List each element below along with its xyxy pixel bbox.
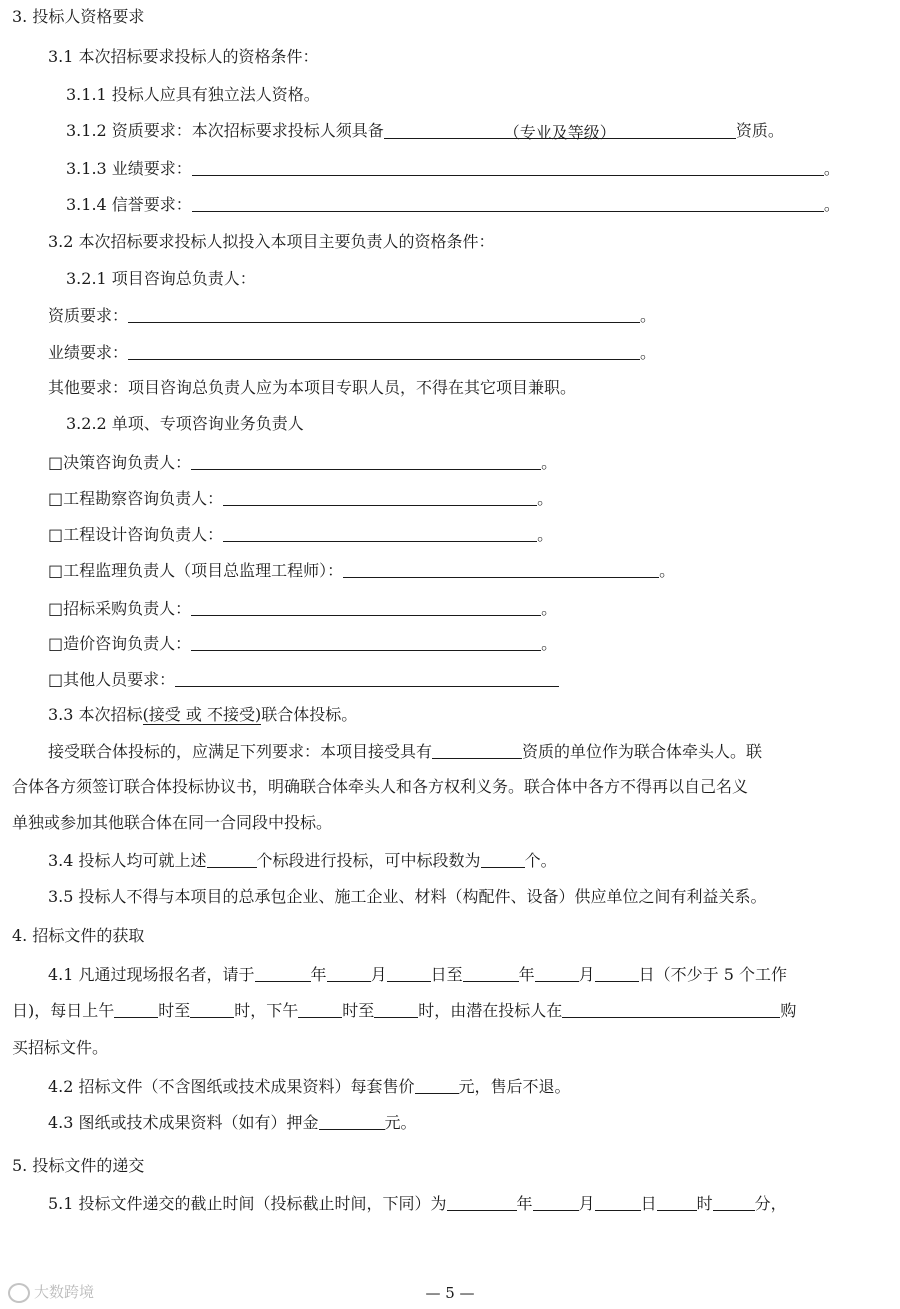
role-cost [48,632,557,654]
text: 月 [578,1194,595,1213]
section-4-2 [48,1075,571,1097]
blank-month [327,965,371,982]
text: 月 [370,965,387,984]
text: 资质要求： [48,306,129,325]
text: 资质的单位作为联合体牵头人。联 [522,742,763,761]
role-other [48,668,559,690]
page-number: — 5 — [425,1284,475,1302]
watermark-logo-icon [8,1283,30,1303]
blank-performance-req [128,343,640,360]
text: 分， [754,1194,787,1213]
text: 。 [537,489,554,508]
text: 4.3 图纸或技术成果资料（如有）押金 [48,1113,319,1132]
blank-hour [298,1001,342,1018]
blank-qualification [432,742,522,759]
section-5-heading: 5. 投标文件的递交 [12,1156,145,1175]
blank-role [223,489,537,506]
text: 年 [518,965,535,984]
text: 。 [659,561,676,580]
section-3-2-1: 3.2.1 项目咨询总负责人： [66,269,256,288]
role-decision [48,451,557,473]
text: 日至 [430,965,463,984]
blank-hour [190,1001,234,1018]
blank-year [447,1194,517,1211]
blank-performance [192,159,824,176]
text: 时至 [158,1001,191,1020]
text: □造价咨询负责人： [48,634,192,653]
text: 3.4 投标人均可就上述 [48,851,207,870]
section-3-1: 3.1 本次招标要求投标人的资格条件： [48,47,319,66]
watermark [8,1281,94,1303]
consortium-para-2: 合体各方须签订联合体投标协议书，明确联合体牵头人和各方权利义务。联合体中各方不得再以自己名义 [12,777,749,796]
text: 日)，每日上午 [12,1001,115,1020]
text: （不少于 5 个工作 [654,965,787,984]
consortium-para-1 [48,740,762,762]
blank-role [343,561,659,578]
text: 联合体投标。 [261,705,358,724]
text: □工程设计咨询负责人： [48,525,224,544]
blank-hint: （专业及等级） [503,123,616,142]
text: 。 [823,159,840,178]
blank-qualification-req [128,306,640,323]
text: □决策咨询负责人： [48,453,192,472]
blank-year [463,965,519,982]
blank-deposit [319,1113,385,1130]
blank-location [562,1001,780,1018]
text: 元，售后不退。 [458,1077,571,1096]
text: 月 [578,965,595,984]
text: 3.1.2 资质要求：本次招标要求投标人须具备 [66,121,384,140]
text: 个。 [524,851,557,870]
watermark-text: 大数跨境 [34,1283,95,1301]
section-3-4 [48,849,557,871]
section-4-heading: 4. 招标文件的获取 [12,926,145,945]
other-requirements: 其他要求：项目咨询总负责人应为本项目专职人员，不得在其它项目兼职。 [48,378,577,397]
blank-count [207,851,257,868]
blank-day [595,965,639,982]
text: □招标采购负责人： [48,599,192,618]
text: □工程监理负责人（项目总监理工程师）： [48,561,344,580]
text: 4.1 凡通过现场报名者，请于 [48,965,255,984]
blank-qualification [384,122,736,142]
text: □工程勘察咨询负责人： [48,489,224,508]
text: 购 [780,1001,797,1020]
blank-month [535,965,579,982]
role-supervision [48,559,675,581]
text: 资质。 [735,121,784,140]
blank-hour [657,1194,697,1211]
consortium-option: (接受 或 不接受) [142,705,262,724]
text: 接受联合体投标的，应满足下列要求：本项目接受具有 [48,742,433,761]
text: 元。 [384,1113,417,1132]
text: 。 [537,525,554,544]
text: 3.1.4 信誉要求： [66,195,192,214]
blank-hour [114,1001,158,1018]
text: 日 [638,965,655,984]
performance-row [48,341,656,363]
section-4-1-line-3: 买招标文件。 [12,1038,109,1057]
text: 业绩要求： [48,343,129,362]
blank-day [595,1194,641,1211]
section-3-1-3 [66,157,840,179]
text: 时至 [342,1001,375,1020]
text: 时 [696,1194,713,1213]
text: 年 [516,1194,533,1213]
text: 。 [823,195,840,214]
text: 3.3 本次招标 [48,705,143,724]
text: □其他人员要求： [48,670,176,689]
section-3-1-2 [66,120,784,142]
text: 年 [310,965,327,984]
text: 时，由潜在投标人在 [418,1001,563,1020]
qualification-row [48,304,656,326]
blank-day [387,965,431,982]
text: 时，下午 [234,1001,299,1020]
text: 。 [541,634,558,653]
section-3-heading: 3. 投标人资格要求 [12,7,145,26]
blank-role [191,634,541,651]
section-3-1-1: 3.1.1 投标人应具有独立法人资格。 [66,85,320,104]
blank-credit [192,195,824,212]
text: 个标段进行投标，可中标段数为 [256,851,481,870]
blank-role [191,599,541,616]
blank-role [223,525,537,542]
text: 。 [541,453,558,472]
section-4-1-line-1 [48,963,787,985]
blank-count [481,851,525,868]
role-design [48,523,553,545]
text: 。 [640,306,657,325]
role-survey [48,487,553,509]
section-5-1 [48,1192,787,1214]
section-3-3 [48,704,357,726]
consortium-para-3: 单独或参加其他联合体在同一合同段中投标。 [12,813,333,832]
blank-month [533,1194,579,1211]
blank-hour [374,1001,418,1018]
section-3-5: 3.5 投标人不得与本项目的总承包企业、施工企业、材料（构配件、设备）供应单位之间有利益关系。 [48,887,767,906]
section-3-1-4 [66,193,840,215]
text: 。 [640,343,657,362]
section-4-1-line-2 [12,999,796,1021]
blank-year [255,965,311,982]
blank-minute [713,1194,755,1211]
text: 。 [541,599,558,618]
role-procurement [48,597,557,619]
text: 5.1 投标文件递交的截止时间（投标截止时间，下同）为 [48,1194,447,1213]
section-3-2-2: 3.2.2 单项、专项咨询业务负责人 [66,414,304,433]
text: 日 [640,1194,657,1213]
text: 4.2 招标文件（不含图纸或技术成果资料）每套售价 [48,1077,415,1096]
text: 3.1.3 业绩要求： [66,159,192,178]
section-4-3 [48,1111,417,1133]
section-3-2: 3.2 本次招标要求投标人拟投入本项目主要负责人的资格条件： [48,232,495,251]
blank-role [175,670,559,687]
blank-role [191,453,541,470]
blank-price [415,1077,459,1094]
